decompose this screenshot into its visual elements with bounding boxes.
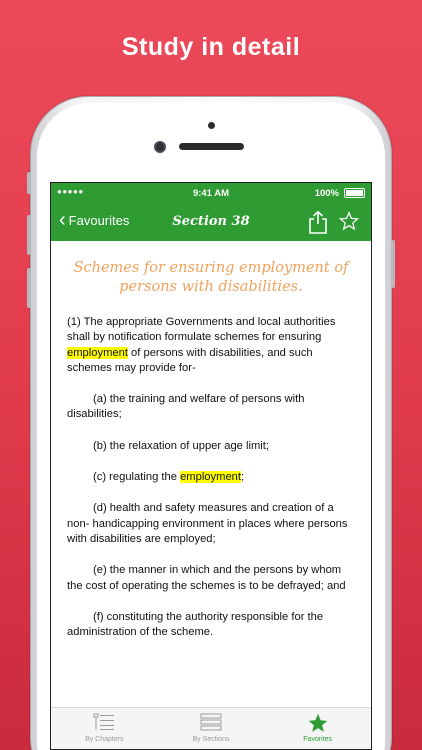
battery-icon [344,188,365,198]
power-button [391,240,395,288]
app-screen [50,182,372,750]
chevron-left-icon: ‹ [59,208,66,231]
status-bar [51,183,371,203]
front-camera [154,141,166,153]
search-highlight: employment [180,471,241,484]
text-run: ; [241,471,245,484]
clause-a: (a) the training and welfare of persons with disabilities; [67,393,305,421]
navigation-bar [51,203,371,241]
favorite-star-icon[interactable] [339,211,359,231]
clause-b: (b) the relaxation of upper age limit; [93,439,269,452]
clause-e: (e) the manner in which and the persons by whom the cost of operating the schemes is to be defrayed; and [67,564,346,592]
tab-favorites[interactable] [264,708,371,749]
page-title: Section 38 [172,214,250,229]
text-run: of persons with disabilities, and such schemes may provide for- [67,346,313,374]
tab-by-sections[interactable] [158,708,265,749]
chapters-list-icon [93,713,115,731]
mute-switch [27,172,31,194]
back-button-label: Favourites [68,213,130,228]
clause-f: (f) constituting the authority responsible for the administration of the scheme. [67,610,324,639]
proximity-sensor [208,122,215,129]
signal-icon: ●●●●● [57,187,84,196]
text-run: (1) The appropriate Governments and local authorities shall by notification formulate schemes for ensuring [67,316,336,344]
text-run: (c) regulating the [93,471,181,484]
earpiece-speaker [179,143,244,150]
search-highlight: employment [67,346,128,359]
sections-list-icon [200,713,222,731]
volume-up-button [27,215,31,255]
tab-label: Favorites [303,736,333,743]
share-icon[interactable] [307,210,329,234]
battery-percentage: 100% [314,188,339,199]
tab-bar [51,707,371,749]
section-heading: Schemes for ensuring employment of persons with disabilities. [73,260,349,295]
section-content [51,241,371,640]
paragraph-1 [67,315,355,376]
clause-d: (d) health and safety measures and creation of a non- handicapping environment in places where persons with disabilities are employed; [67,502,348,545]
star-icon [307,713,329,733]
volume-down-button [27,268,31,308]
tab-label: By Sections [192,736,230,743]
promo-title: Study in detail [121,33,301,61]
tab-by-chapters[interactable] [51,708,158,749]
tab-label: By Chapters [85,736,124,743]
clause-c [67,470,355,485]
status-time: 9:41 AM [192,188,230,199]
